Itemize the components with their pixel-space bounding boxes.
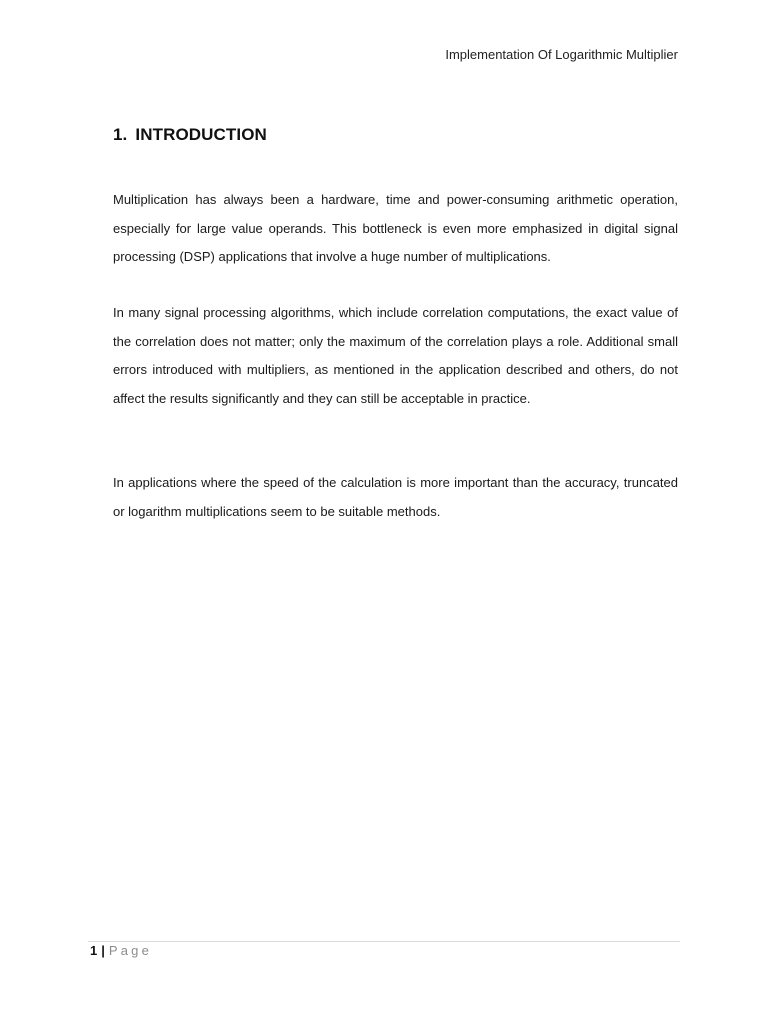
page-footer bbox=[90, 943, 152, 958]
section-title: INTRODUCTION bbox=[135, 125, 267, 144]
paragraph-speed-vs-accuracy: In applications where the speed of the calculation is more important than the accuracy, truncated or logarithm multiplications seem to be suitable methods. bbox=[113, 475, 678, 519]
page-number: 1 bbox=[90, 943, 98, 958]
footer-divider bbox=[88, 941, 680, 942]
paragraph-multiplication-cost: Multiplication has always been a hardware, time and power-consuming arithmetic operation, especially for large value operands. This bottleneck is even more emphasized in digital signal processing (DSP) applications that involve a huge number of multiplications. bbox=[113, 192, 678, 264]
footer-separator: | bbox=[101, 943, 105, 958]
section-number: 1. bbox=[113, 125, 128, 144]
paragraph-signal-processing: In many signal processing algorithms, which include correlation computations, the exact value of the correlation does not matter; only the maximum of the correlation plays a role. Additional small errors introduced with multipliers, as mentioned in the application described and others, do not affect the results significantly and they can still be acceptable in practice. bbox=[113, 305, 678, 406]
running-header: Implementation Of Logarithmic Multiplier bbox=[445, 47, 678, 62]
section-heading bbox=[113, 125, 267, 145]
page-label: Page bbox=[108, 943, 153, 958]
